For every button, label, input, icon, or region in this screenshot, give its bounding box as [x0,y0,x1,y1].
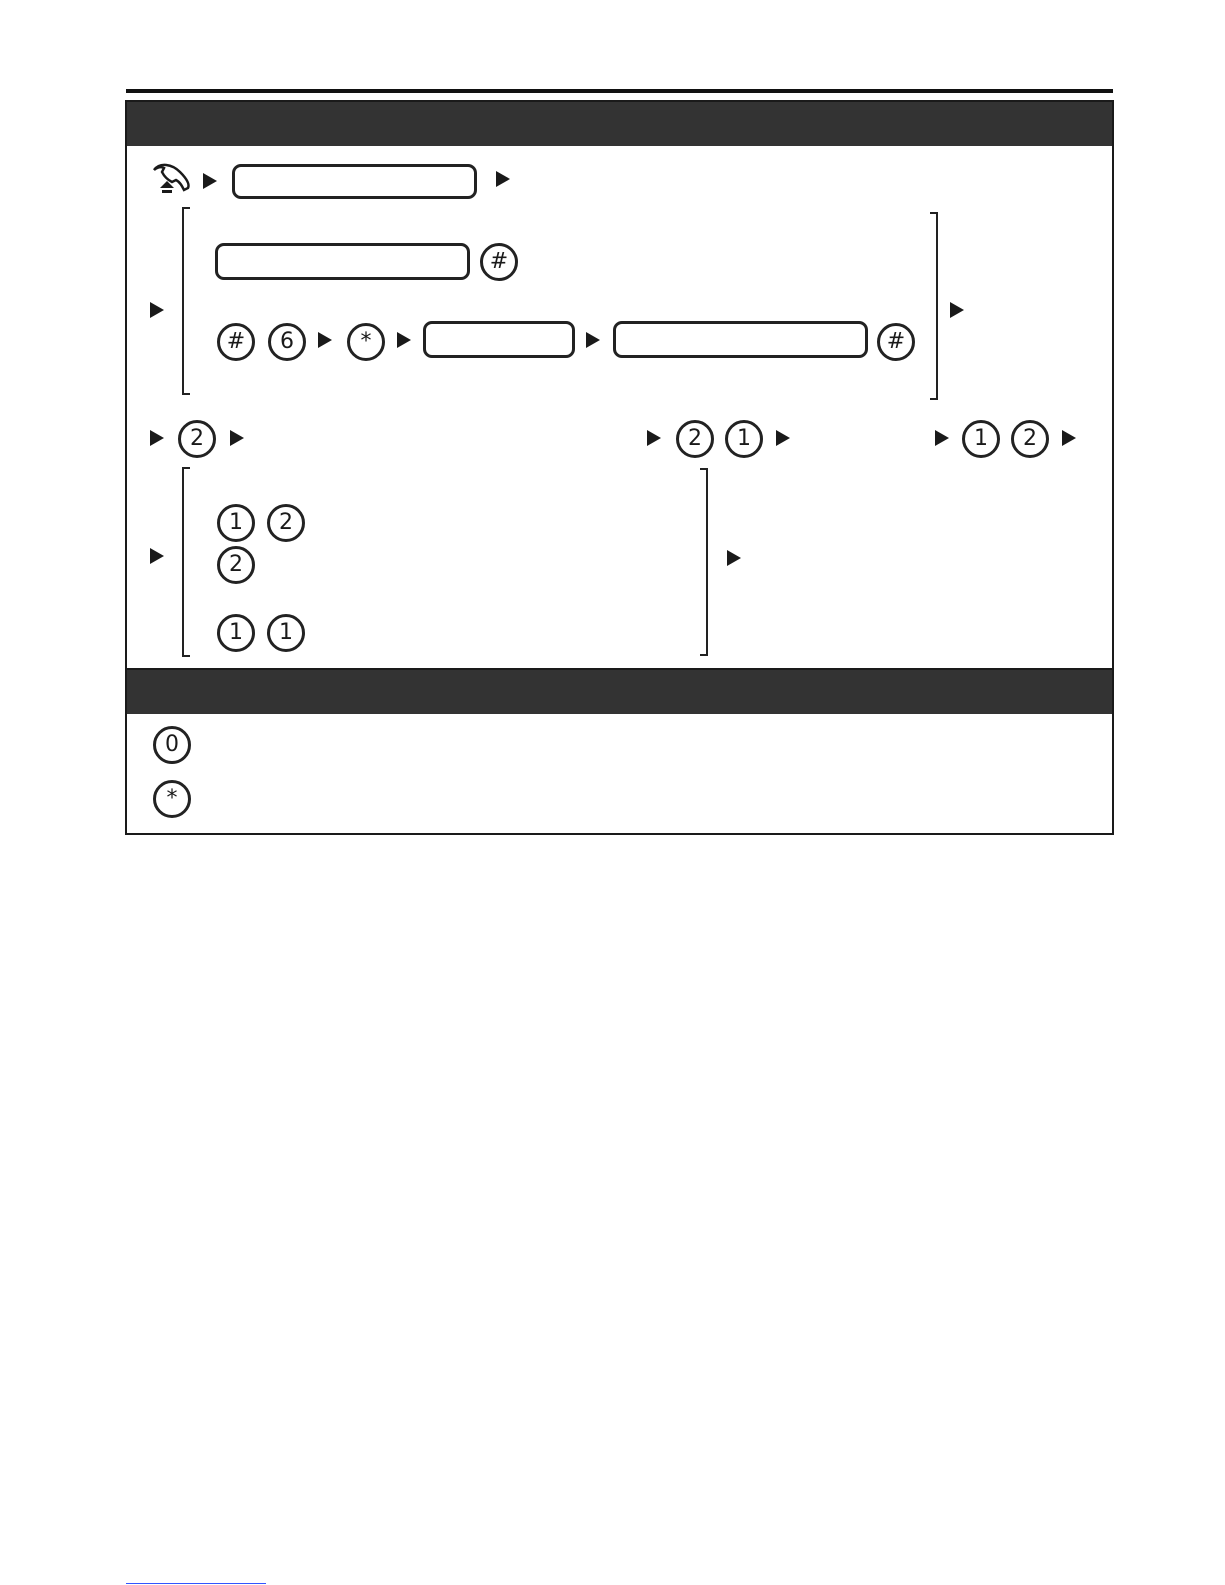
two-key-icon: 2 [178,420,216,458]
step-arrow-icon [727,550,741,566]
left-bracket [182,467,190,657]
zero-key-icon: 0 [153,726,191,764]
star-key-icon: * [347,323,385,361]
step-arrow-icon [950,302,964,318]
top-rule [126,89,1113,93]
input-field-box [613,321,868,358]
hash-key-icon: # [480,243,518,281]
two-key-icon: 2 [1011,420,1049,458]
step-arrow-icon [1062,430,1076,446]
one-key-icon: 1 [962,420,1000,458]
two-key-icon: 2 [267,504,305,542]
one-key-icon: 1 [217,614,255,652]
input-field-box [232,164,477,199]
operation-header-bar [127,102,1112,146]
one-key-icon: 1 [725,420,763,458]
off-hook-handset-icon [150,160,194,198]
step-arrow-icon [397,332,411,348]
hash-key-icon: # [217,323,255,361]
step-arrow-icon [586,332,600,348]
one-key-icon: 1 [217,504,255,542]
left-bracket [182,207,190,395]
notes-header-bar [127,668,1112,714]
step-arrow-icon [203,173,217,189]
input-field-box [423,321,575,358]
step-arrow-icon [150,302,164,318]
step-arrow-icon [150,430,164,446]
step-arrow-icon [935,430,949,446]
footer-link-underline [126,1583,266,1584]
step-arrow-icon [230,430,244,446]
step-arrow-icon [647,430,661,446]
procedure-panel [125,100,1114,835]
right-bracket [930,212,938,400]
two-key-icon: 2 [676,420,714,458]
right-bracket [700,468,708,656]
star-key-icon: * [153,780,191,818]
step-arrow-icon [318,332,332,348]
step-arrow-icon [496,171,510,187]
two-key-icon: 2 [217,546,255,584]
step-arrow-icon [776,430,790,446]
input-field-box [215,243,470,280]
step-arrow-icon [150,548,164,564]
six-key-icon: 6 [268,323,306,361]
hash-key-icon: # [877,323,915,361]
one-key-icon: 1 [267,614,305,652]
